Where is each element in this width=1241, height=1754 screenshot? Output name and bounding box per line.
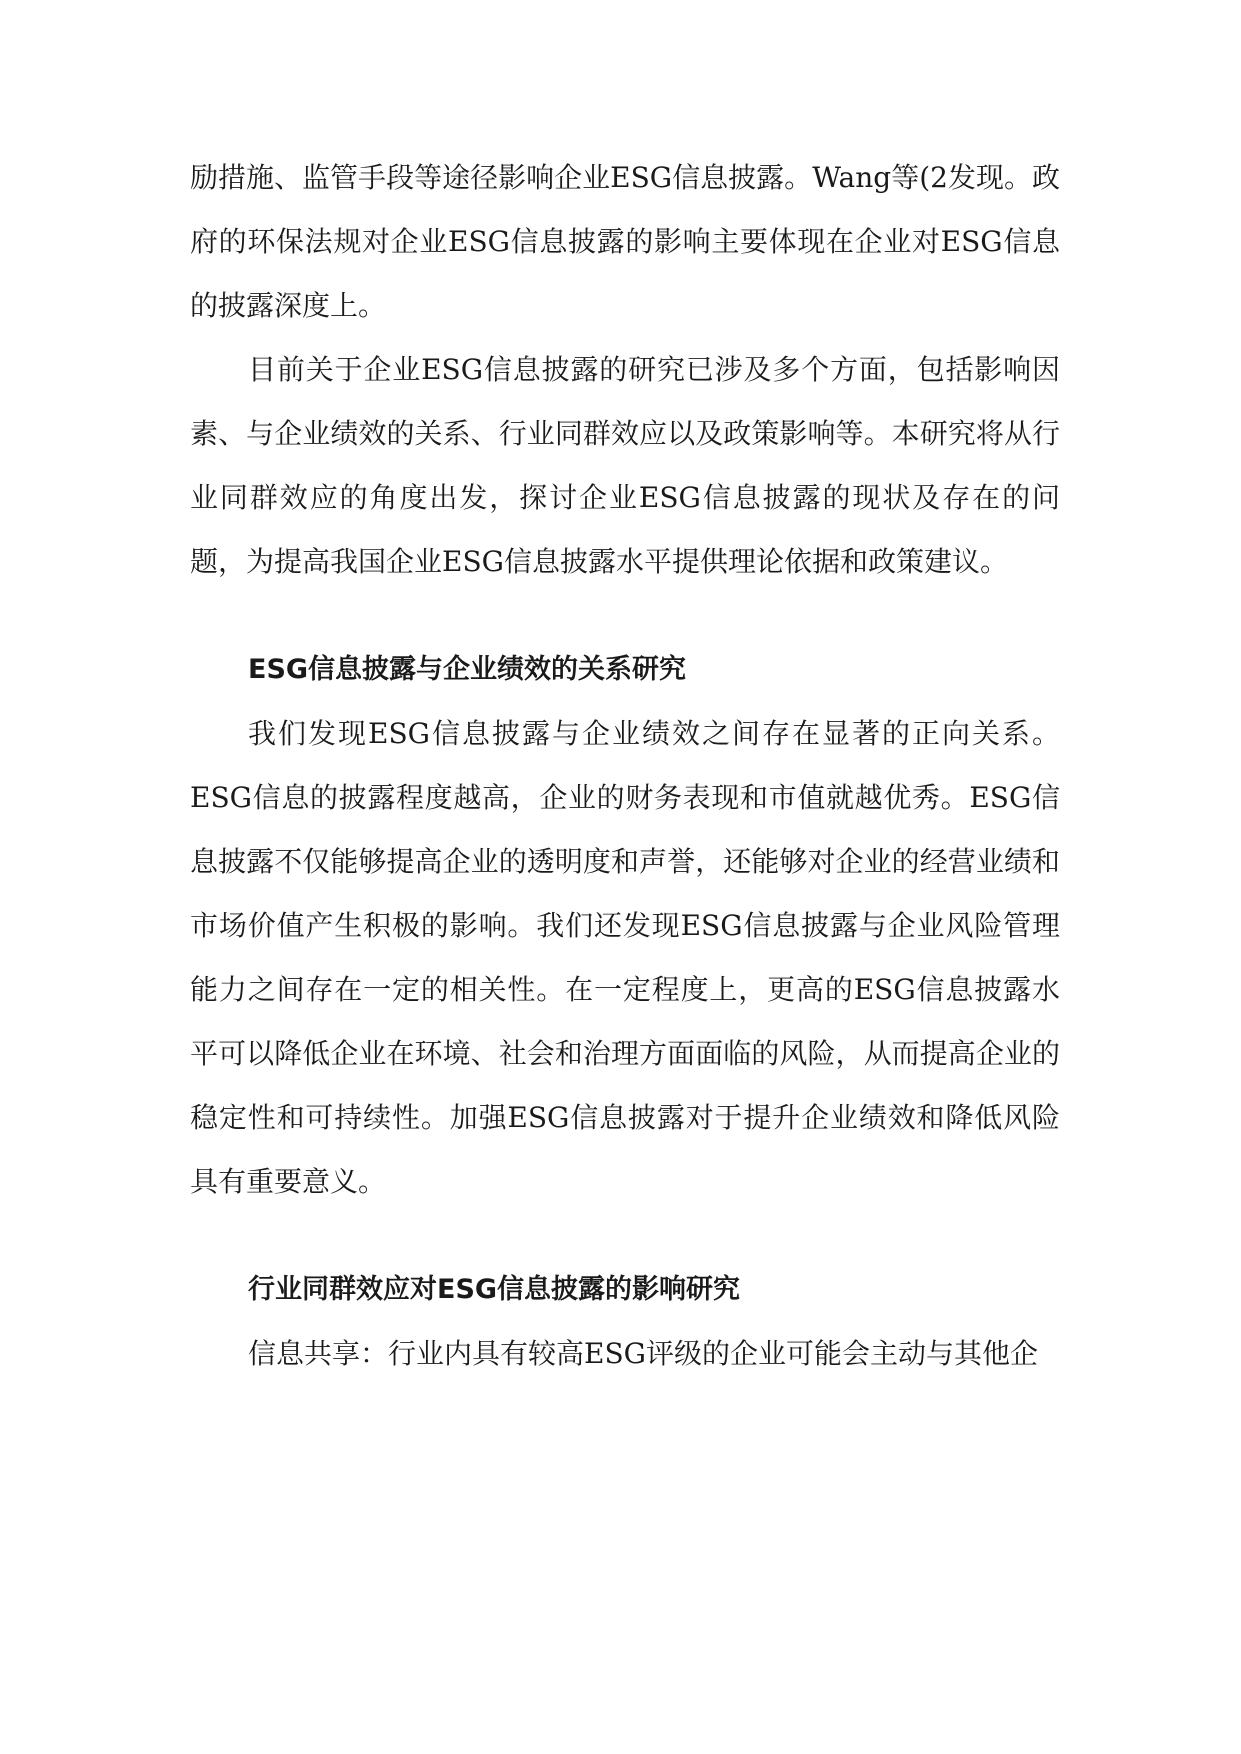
paragraph-performance-relationship: 我们发现ESG信息披露与企业绩效之间存在显著的正向关系。ESG信息的披露程度越高，企业的财务表现和市值就越优秀。ESG信息披露不仅能够提高企业的透明度和声誉，还能够对企业的经营业绩和市场价值产生积极的影响。我们还发现ESG信息披露与企业风险管理能力之间存在一定的相关性。在一定程度上，更高的ESG信息披露水平可以降低企业在环境、社会和治理方面面临的风险，从而提高企业的稳定性和可持续性。加强ESG信息披露对于提升企业绩效和降低风险具有重要意义。 <box>190 717 1060 1198</box>
paragraph-information-sharing: 信息共享：行业内具有较高ESG评级的企业可能会主动与其他企 <box>248 1337 1038 1370</box>
paragraph-policy-influence: 励措施、监管手段等途径影响企业ESG信息披露。Wang等(2发现。政府的环保法规对企业ESG信息披露的影响主要体现在企业对ESG信息的披露深度上。 <box>190 161 1060 322</box>
document-body <box>190 146 1060 1386</box>
section-heading-peer-effect: 行业同群效应对ESG信息披露的影响研究 <box>248 1274 741 1305</box>
section-heading-performance: ESG信息披露与企业绩效的关系研究 <box>248 654 687 685</box>
spacer <box>190 1214 1060 1258</box>
spacer <box>190 594 1060 638</box>
paragraph-research-overview: 目前关于企业ESG信息披露的研究已涉及多个方面，包括影响因素、与企业绩效的关系、行业同群效应以及政策影响等。本研究将从行业同群效应的角度出发，探讨企业ESG信息披露的现状及存在的问题，为提高我国企业ESG信息披露水平提供理论依据和政策建议。 <box>190 353 1060 578</box>
